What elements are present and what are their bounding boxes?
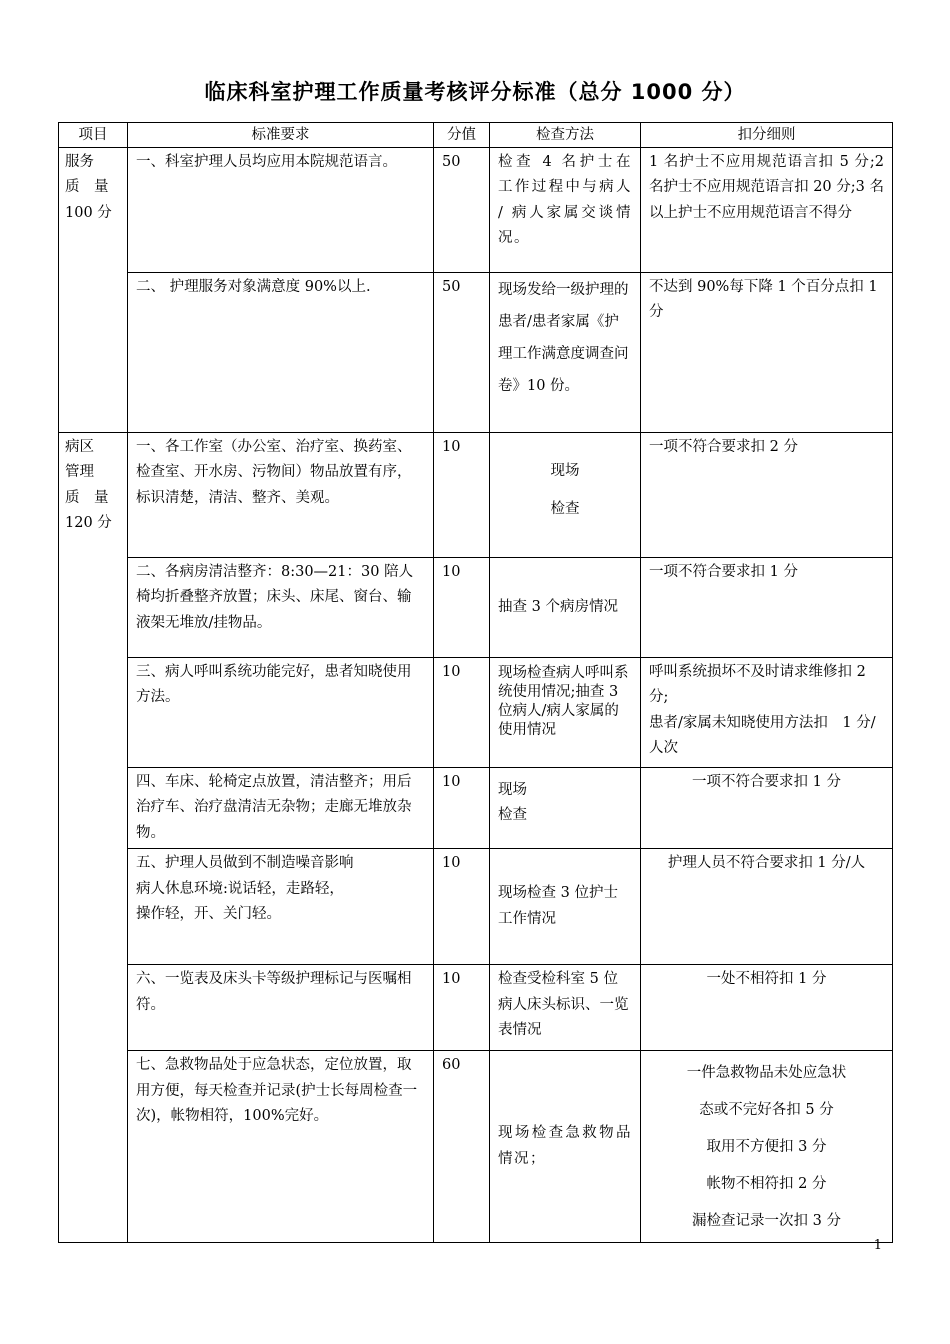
deduction-cell: 一项不符合要求扣 1 分: [641, 768, 893, 849]
standard-cell: 四、车床、轮椅定点放置，清洁整齐；用后治疗车、治疗盘清洁无杂物；走廊无堆放杂物。: [128, 768, 434, 849]
deduction-cell: 一件急救物品未处应急状 态或不完好各扣 5 分 取用不方便扣 3 分 帐物不相符扣 2 分 漏检查记录一次扣 3 分: [641, 1051, 893, 1243]
table-header-row: [59, 123, 893, 148]
method-cell: 现场检查病人呼叫系统使用情况;抽查 3 位病人/病人家属的使用情况: [490, 658, 641, 768]
header-standard: 标准要求: [128, 123, 434, 148]
method-cell: 抽查 3 个病房情况: [490, 558, 641, 658]
table-row: [59, 558, 893, 658]
deduction-cell: 不达到 90%每下降 1 个百分点扣 1 分: [641, 273, 893, 433]
table-row: [59, 433, 893, 558]
score-cell: 10: [434, 558, 490, 658]
method-cell: 检查 4 名护士在工作过程中与病人 / 病人家属交谈情况。: [490, 148, 641, 273]
table-row: [59, 1051, 893, 1243]
page-number: 1: [873, 1238, 882, 1253]
score-cell: 10: [434, 433, 490, 558]
table-row: [59, 768, 893, 849]
header-score: 分值: [434, 123, 490, 148]
standard-cell: 五、护理人员做到不制造噪音影响 病人休息环境:说话轻，走路轻， 操作轻，开、关门轻。: [128, 849, 434, 965]
table-row: [59, 148, 893, 273]
page-title: 临床科室护理工作质量考核评分标准（总分 1000 分）: [204, 80, 746, 104]
standard-cell: 一、各工作室（办公室、治疗室、换药室、检查室、开水房、污物间）物品放置有序，标识清楚，清洁、整齐、美观。: [128, 433, 434, 558]
scoring-table: [58, 122, 893, 1243]
header-deduction: 扣分细则: [641, 123, 893, 148]
deduction-cell: 一处不相符扣 1 分: [641, 965, 893, 1051]
table-row: [59, 273, 893, 433]
method-cell: 检查受检科室 5 位病人床头标识、一览表情况: [490, 965, 641, 1051]
table-row: [59, 965, 893, 1051]
method-cell: 现场发给一级护理的患者/患者家属《护理工作满意度调查问卷》10 份。: [490, 273, 641, 433]
score-cell: 50: [434, 148, 490, 273]
method-cell: 现场检查 3 位护士工作情况: [490, 849, 641, 965]
section-label-service: 服务 质 量 100 分: [59, 148, 128, 433]
method-cell: 现场检查急救物品情况；: [490, 1051, 641, 1243]
score-cell: 10: [434, 768, 490, 849]
score-cell: 60: [434, 1051, 490, 1243]
standard-cell: 二、各病房清洁整齐：8:30—21：30 陪人椅均折叠整齐放置；床头、床尾、窗台、输液架无堆放/挂物品。: [128, 558, 434, 658]
standard-cell: 二、 护理服务对象满意度 90%以上.: [128, 273, 434, 433]
deduction-cell: 护理人员不符合要求扣 1 分/人: [641, 849, 893, 965]
deduction-cell: 一项不符合要求扣 2 分: [641, 433, 893, 558]
score-cell: 10: [434, 658, 490, 768]
standard-cell: 一、科室护理人员均应用本院规范语言。: [128, 148, 434, 273]
table-row: [59, 849, 893, 965]
deduction-cell: 呼叫系统损坏不及时请求维修扣 2 分; 患者/家属未知晓使用方法扣 1 分/人次: [641, 658, 893, 768]
method-cell: 现场 检查: [490, 433, 641, 558]
standard-cell: 六、一览表及床头卡等级护理标记与医嘱相符。: [128, 965, 434, 1051]
score-cell: 10: [434, 965, 490, 1051]
deduction-cell: 一项不符合要求扣 1 分: [641, 558, 893, 658]
score-cell: 10: [434, 849, 490, 965]
standard-cell: 三、病人呼叫系统功能完好，患者知晓使用方法。: [128, 658, 434, 768]
standard-cell: 七、急救物品处于应急状态，定位放置，取用方便，每天检查并记录(护士长每周检查一次)，帐物相符，100%完好。: [128, 1051, 434, 1243]
method-cell: 现场 检查: [490, 768, 641, 849]
section-label-ward: 病区 管理 质 量 120 分: [59, 433, 128, 1243]
table-row: [59, 658, 893, 768]
header-method: 检查方法: [490, 123, 641, 148]
deduction-cell: 1 名护士不应用规范语言扣 5 分;2 名护士不应用规范语言扣 20 分;3 名以上护士不应用规范语言不得分: [641, 148, 893, 273]
score-cell: 50: [434, 273, 490, 433]
header-item: 项目: [59, 123, 128, 148]
